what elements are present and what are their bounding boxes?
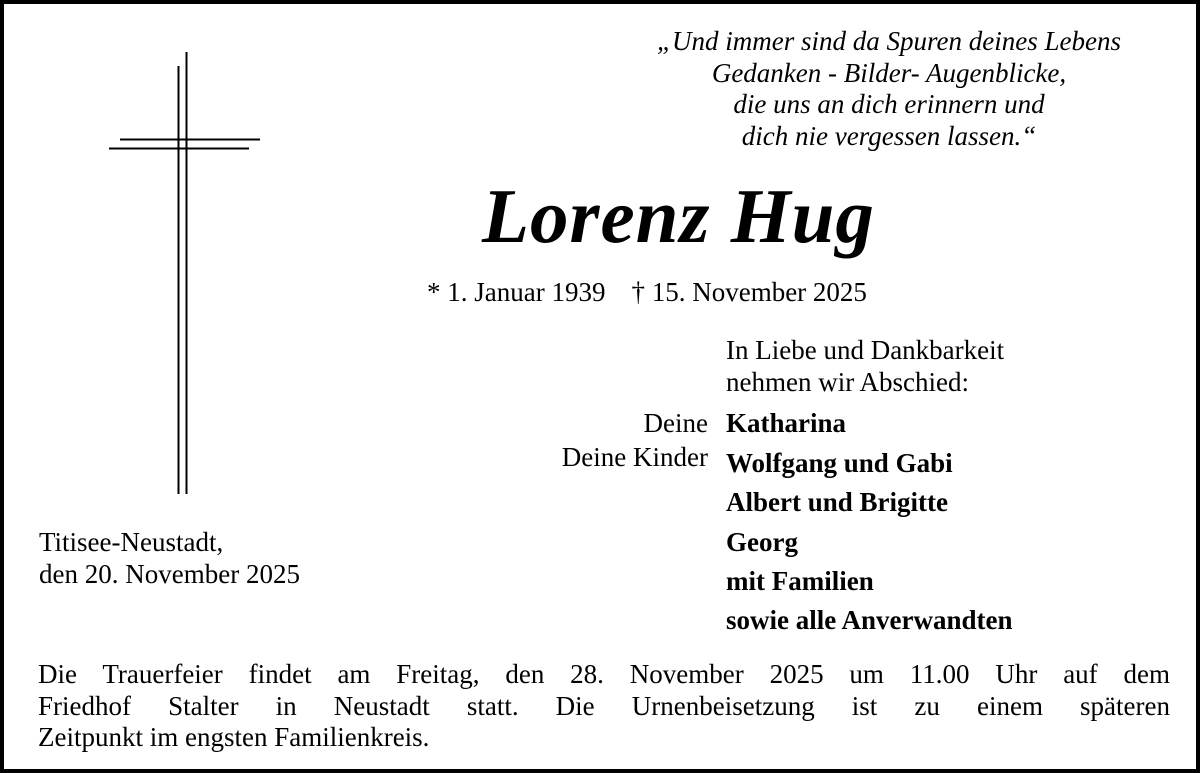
quote-line: die uns an dich erinnern und <box>733 89 1045 119</box>
place: Titisee-Neustadt, <box>39 527 224 557</box>
children-label: Deine Kinder <box>561 442 708 472</box>
notice-date: den 20. November 2025 <box>39 559 300 589</box>
child-name: Wolfgang und Gabi <box>726 448 953 478</box>
families-line: mit Familien <box>726 566 874 596</box>
farewell-line: nehmen wir Abschied: <box>726 367 969 397</box>
relatives-line: sowie alle Anverwandten <box>726 605 1013 635</box>
funeral-notice-line: Friedhof Stalter in Neustadt statt. Die Urnenbeisetzung ist zu einem späteren <box>38 690 1170 721</box>
memorial-quote <box>564 26 1200 152</box>
farewell-text <box>726 334 1004 398</box>
death-date: † 15. November 2025 <box>631 277 867 307</box>
child-name: Albert und Brigitte <box>726 487 948 517</box>
funeral-notice <box>38 659 1170 754</box>
cross-icon <box>104 48 264 498</box>
birth-date: * 1. Januar 1939 <box>427 277 606 307</box>
quote-line: „Und immer sind da Spuren deines Lebens <box>657 26 1121 56</box>
farewell-line: In Liebe und Dankbarkeit <box>726 335 1005 365</box>
place-date <box>39 526 300 590</box>
child-name: Georg <box>726 527 798 557</box>
spouse-name: Katharina <box>726 408 847 438</box>
quote-line: Gedanken - Bilder- Augenblicke, <box>711 57 1067 88</box>
life-dates <box>427 277 867 308</box>
spouse-label: Deine <box>643 408 708 438</box>
funeral-notice-line: Die Trauerfeier findet am Freitag, den 28. November 2025 um 11.00 Uhr auf dem <box>38 659 1170 689</box>
funeral-notice-line: Zeitpunkt im engsten Familienkreis. <box>38 722 430 752</box>
quote-line: dich nie vergessen lassen.“ <box>741 120 1037 151</box>
deceased-name: Lorenz Hug <box>482 173 875 259</box>
